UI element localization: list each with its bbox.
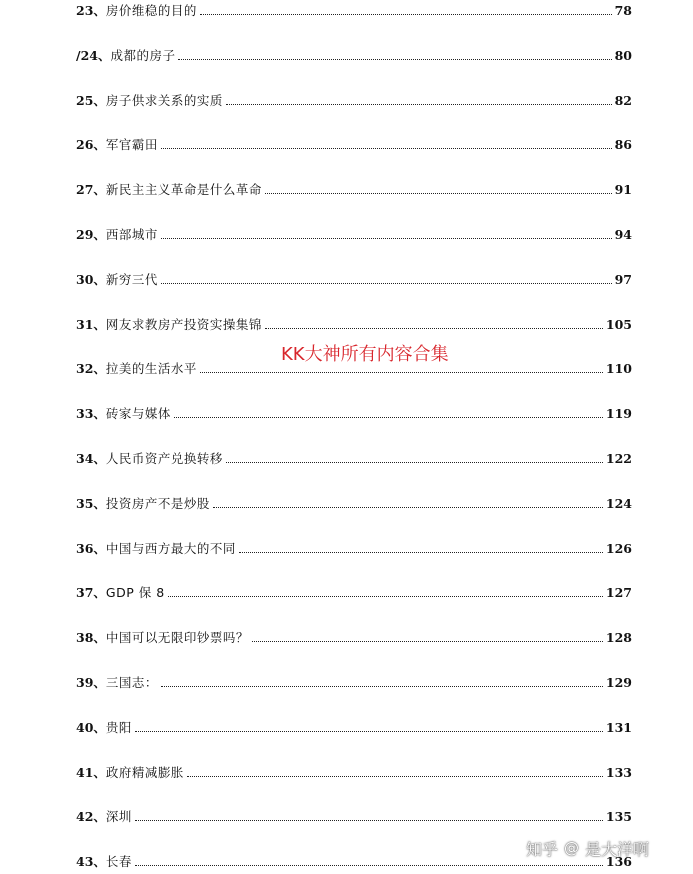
toc-entry-title — [76, 809, 132, 825]
toc-entry[interactable] — [76, 400, 632, 422]
toc-entry-name: 网友求教房产投资实操集锦 — [105, 316, 262, 332]
toc-dot-leader — [135, 865, 603, 866]
toc-entry[interactable] — [76, 221, 632, 243]
toc-entry-page-number: 110 — [605, 361, 632, 377]
toc-dot-leader — [135, 731, 603, 732]
toc-entry[interactable] — [76, 42, 632, 64]
toc-dot-leader — [265, 328, 603, 329]
toc-entry-title — [76, 48, 175, 64]
toc-entry-name: 贵阳 — [105, 719, 132, 735]
toc-entry[interactable] — [76, 445, 632, 467]
toc-dot-leader — [226, 462, 603, 463]
toc-entry-title — [76, 93, 223, 109]
toc-dot-leader — [161, 686, 603, 687]
toc-entry-title — [76, 451, 223, 467]
toc-entry-page-number: 128 — [605, 630, 632, 646]
toc-entry-number: 31、 — [76, 316, 106, 332]
toc-dot-leader — [161, 238, 612, 239]
toc-entry-page-number: 105 — [605, 316, 632, 332]
toc-entry-page-number: 126 — [605, 540, 632, 556]
toc-entry-name: 长春 — [105, 854, 132, 870]
toc-entry-name: 房子供求关系的实质 — [105, 92, 223, 108]
toc-entry-number: 37、 — [76, 585, 106, 601]
toc-entry-number: 43、 — [76, 854, 106, 870]
toc-entry[interactable] — [76, 490, 632, 512]
toc-dot-leader — [174, 417, 603, 418]
toc-entry[interactable] — [76, 759, 632, 781]
toc-dot-leader — [161, 148, 612, 149]
toc-entry-number: 35、 — [76, 495, 106, 511]
toc-dot-leader — [200, 14, 612, 15]
toc-dot-leader — [161, 283, 612, 284]
toc-entry-name: 拉美的生活水平 — [105, 361, 197, 377]
toc-entry-number: 25、 — [76, 92, 106, 108]
toc-entry-number: 39、 — [76, 675, 106, 690]
toc-entry-number: /24、 — [76, 47, 111, 63]
toc-entry-name: 中国可以无限印钞票吗？ — [105, 630, 249, 646]
toc-entry-title — [76, 317, 262, 333]
toc-entry[interactable] — [76, 535, 632, 557]
at-symbol: @ — [564, 839, 580, 857]
toc-entry-name: 军官霸田 — [105, 137, 158, 153]
author-label: 是大洋啊 — [585, 839, 650, 859]
toc-entry-name: 三国志： — [105, 675, 158, 690]
toc-entry[interactable] — [76, 0, 632, 19]
toc-entry-title — [76, 406, 171, 422]
toc-entry-name: 政府精减膨胀 — [105, 764, 184, 780]
toc-dot-leader — [226, 104, 612, 105]
toc-entry-name: 西部城市 — [105, 227, 158, 242]
toc-entry-number: 36、 — [76, 540, 106, 556]
toc-entry[interactable] — [76, 624, 632, 646]
toc-dot-leader — [187, 776, 603, 777]
toc-entry-title — [76, 541, 236, 557]
toc-entry-page-number: 91 — [614, 182, 632, 198]
toc-entry-title — [76, 361, 197, 377]
platform-label: 知乎 — [526, 839, 559, 859]
toc-entry[interactable] — [76, 803, 632, 825]
toc-dot-leader — [213, 507, 603, 508]
toc-entry-title — [76, 630, 249, 646]
toc-entry-number: 27、 — [76, 182, 106, 198]
source-watermark — [526, 836, 649, 860]
toc-entry[interactable] — [76, 579, 632, 601]
toc-entry-page-number: 129 — [605, 675, 632, 690]
toc-entry-page-number: 94 — [614, 227, 632, 242]
toc-entry-name: 砖家与媒体 — [105, 406, 171, 422]
toc-entry-name: 成都的房子 — [110, 47, 176, 63]
toc-dot-leader — [178, 59, 611, 60]
toc-entry-page-number: 124 — [605, 495, 632, 511]
toc-entry-number: 38、 — [76, 630, 106, 646]
toc-entry-name: GDP 保 8 — [105, 585, 165, 601]
toc-entry-page-number: 78 — [614, 3, 632, 18]
toc-dot-leader — [168, 596, 603, 597]
toc-entry-title — [76, 720, 132, 736]
toc-entry-title — [76, 854, 132, 870]
toc-entry-page-number: 97 — [614, 271, 632, 287]
toc-entry-title — [76, 585, 165, 601]
toc-entry-page-number: 82 — [614, 92, 632, 108]
toc-entry-page-number: 136 — [605, 854, 632, 870]
toc-entry-number: 32、 — [76, 361, 106, 377]
toc-entry-name: 新穷三代 — [105, 271, 158, 287]
toc-entry-number: 34、 — [76, 451, 106, 466]
toc-entry-page-number: 122 — [605, 451, 632, 466]
toc-entry-name: 投资房产不是炒股 — [105, 495, 210, 511]
toc-entry-name: 中国与西方最大的不同 — [105, 540, 236, 556]
toc-dot-leader — [200, 372, 603, 373]
toc-entry-page-number: 80 — [614, 47, 632, 63]
toc-entry-page-number: 133 — [605, 764, 632, 780]
toc-entry-title — [76, 496, 210, 512]
toc-entry[interactable] — [76, 87, 632, 109]
toc-entry-title — [76, 675, 158, 691]
toc-entry-title — [76, 137, 158, 153]
toc-dot-leader — [135, 820, 603, 821]
toc-entry-title — [76, 182, 262, 198]
toc-entry-number: 30、 — [76, 271, 106, 287]
toc-entry[interactable] — [76, 311, 632, 333]
toc-entry-page-number: 131 — [605, 719, 632, 735]
toc-entry-number: 42、 — [76, 809, 106, 825]
toc-entry-name: 深圳 — [105, 809, 132, 825]
toc-entry-title — [76, 227, 158, 243]
toc-entry[interactable] — [76, 266, 632, 288]
toc-entry[interactable] — [76, 131, 632, 153]
toc-entry-page-number: 119 — [605, 406, 632, 422]
toc-entry[interactable] — [76, 669, 632, 691]
toc-entry-title — [76, 765, 184, 781]
toc-entry-number: 23、 — [76, 3, 106, 18]
toc-entry-number: 40、 — [76, 719, 106, 735]
toc-entry-page-number: 127 — [605, 585, 632, 601]
toc-entry-number: 26、 — [76, 137, 106, 153]
toc-entry-page-number: 135 — [605, 809, 632, 825]
toc-dot-leader — [252, 641, 603, 642]
toc-entry-name: 人民币资产兑换转移 — [105, 451, 223, 466]
toc-entry[interactable] — [76, 714, 632, 736]
toc-dot-leader — [265, 193, 612, 194]
toc-entry-title — [76, 3, 197, 19]
toc-entry-number: 33、 — [76, 406, 106, 422]
toc-dot-leader — [239, 552, 603, 553]
toc-entry-number: 41、 — [76, 764, 106, 780]
toc-entry-name: 房价维稳的目的 — [105, 3, 197, 18]
watermark-text: KK大神所有内容合集 — [281, 344, 449, 365]
toc-entry-name: 新民主主义革命是什么革命 — [105, 182, 262, 198]
toc-entry[interactable] — [76, 176, 632, 198]
toc-entry-page-number: 86 — [614, 137, 632, 153]
toc-entry-number: 29、 — [76, 227, 106, 242]
toc-entry-title — [76, 272, 158, 288]
